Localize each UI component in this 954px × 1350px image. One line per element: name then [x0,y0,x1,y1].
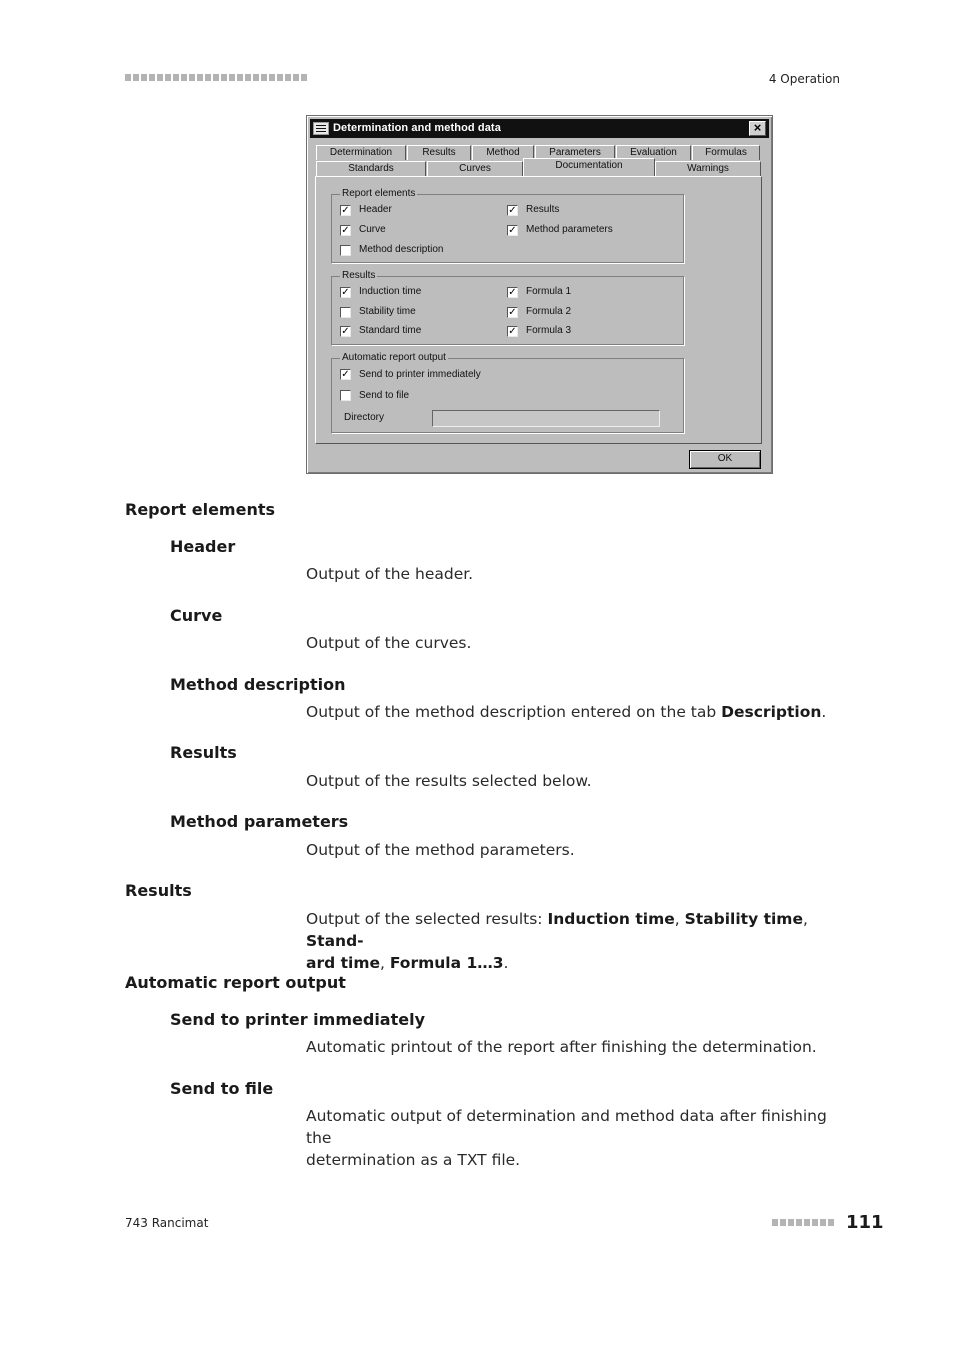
stability-time-checkbox[interactable] [340,307,351,318]
checkbox-label: Method parameters [526,224,613,235]
text-run: Output of the method description entered on the tab [306,703,722,721]
tab-curves[interactable]: Curves [427,161,523,176]
send-to-file-checkbox[interactable] [340,390,351,401]
group-title: Results [342,270,376,281]
item-heading: Send to printer immediately [170,1010,426,1029]
checkbox-label: Results [526,204,560,215]
section-heading: Automatic report output [125,973,346,992]
method-data-dialog [306,115,773,474]
item-heading: Curve [170,606,223,625]
checkbox-label: Stability time [359,306,416,317]
text-line: determination as a TXT file. [306,1151,521,1169]
item-heading: Method description [170,675,346,694]
checkbox-label: Send to file [359,390,410,401]
checkbox-label: Curve [359,224,386,235]
item-description [306,1105,836,1171]
group-title: Automatic report output [342,352,446,363]
item-description: Output of the curves. [306,634,472,652]
item-description: Output of the method parameters. [306,841,575,859]
footer-product: 743 Rancimat [125,1216,209,1230]
bold-term: Stand- [306,932,364,950]
header-checkbox[interactable] [340,205,351,216]
directory-input[interactable] [432,410,660,427]
item-description: Automatic printout of the report after finishing the determination. [306,1038,817,1056]
group-title: Report elements [342,188,416,199]
checkbox-label: Header [359,204,392,215]
tab-documentation[interactable]: Documentation [523,158,655,176]
item-heading: Header [170,537,236,556]
header-section: 4 Operation [768,72,840,86]
header-decoration-dots [125,74,307,82]
text-line: Automatic output of determination and method data after finishing the [306,1107,827,1147]
checkbox-label: Formula 2 [526,306,572,317]
item-description: Output of the header. [306,565,474,583]
bold-term: Stability time [684,910,803,928]
tab-formulas[interactable]: Formulas [692,145,760,160]
induction-time-checkbox[interactable] [340,287,351,298]
tab-determination[interactable]: Determination [316,145,406,160]
standard-time-checkbox[interactable] [340,326,351,337]
section-heading: Results [125,881,192,900]
close-icon[interactable]: × [749,121,766,136]
text-run: Output of the selected results: [306,910,548,928]
curve-checkbox[interactable] [340,225,351,236]
checkbox-label: Send to printer immediately [359,369,481,380]
item-heading: Results [170,743,237,762]
item-description: Output of the selected results: Induction time, Stability time, Stand- ard time, Formula 1…3. [306,910,808,972]
dialog-title: Determination and method data [333,122,501,134]
checkbox-label: Formula 3 [526,325,572,336]
item-heading: Send to file [170,1079,274,1098]
directory-label: Directory [344,412,385,423]
results-checkbox[interactable] [507,205,518,216]
checkbox-label: Method description [359,244,444,255]
item-description: Output of the method description entered on the tab Description. [306,703,827,721]
tab-warnings[interactable]: Warnings [655,161,761,176]
formula-1-checkbox[interactable] [507,287,518,298]
tab-results[interactable]: Results [407,145,471,160]
method-parameters-checkbox[interactable] [507,225,518,236]
dialog-titlebar [310,119,769,138]
bold-term: Induction time [547,910,675,928]
tab-method[interactable]: Method [472,145,534,160]
bold-term: ard time [306,954,380,972]
formula-3-checkbox[interactable] [507,326,518,337]
bold-term: Description [721,703,822,721]
item-description: Output of the results selected below. [306,772,592,790]
formula-2-checkbox[interactable] [507,307,518,318]
tab-parameters[interactable]: Parameters [535,145,615,160]
bold-term: Formula 1…3 [389,954,504,972]
method-description-checkbox[interactable] [340,245,351,256]
ok-button[interactable]: OK [689,450,761,469]
send-to-printer-checkbox[interactable] [340,369,351,380]
window-icon [313,122,329,135]
tab-standards[interactable]: Standards [316,161,426,176]
footer-decoration-dots [772,1219,840,1227]
page-number: 111 [846,1212,884,1233]
checkbox-label: Standard time [359,325,422,336]
checkbox-label: Formula 1 [526,286,572,297]
checkbox-label: Induction time [359,286,422,297]
tab-evaluation[interactable]: Evaluation [616,145,691,160]
item-heading: Method parameters [170,812,349,831]
section-heading: Report elements [125,500,275,519]
